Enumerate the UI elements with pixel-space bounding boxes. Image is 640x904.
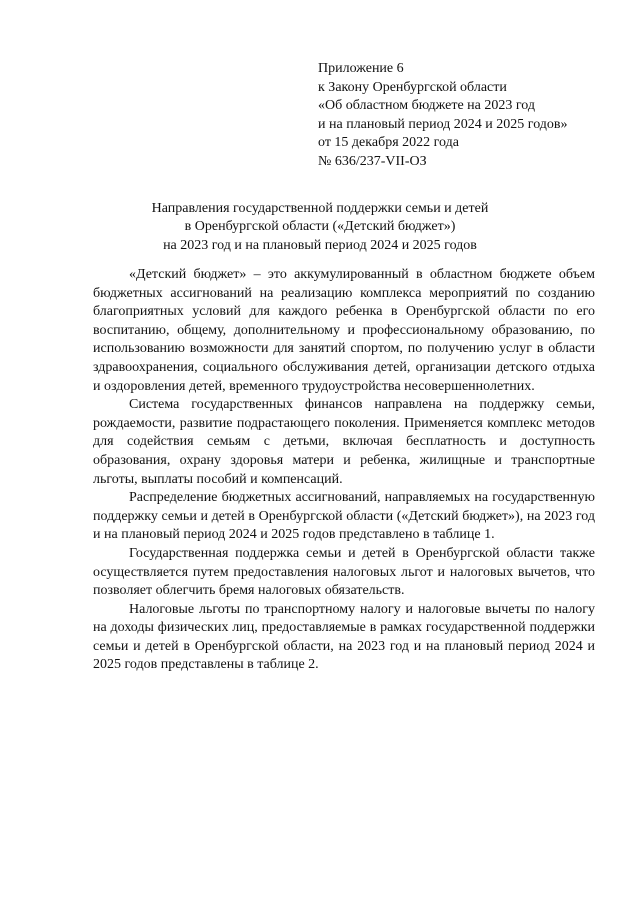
document-title-line: в Оренбургской области («Детский бюджет») [184, 219, 456, 235]
appendix-law-reference: к Закону Оренбургской области [318, 79, 507, 95]
appendix-header [318, 60, 568, 172]
paragraph-tax-benefits-table: Налоговые льготы по транспортному налогу и налоговые вычеты по налогу на доходы физических лиц, предоставляемые в рамках государственной поддержки семьи и детей в Оренбургской области, на 2023 год и на плановый период 2024 и 2025 годов представлены в таблице 2. [93, 601, 595, 673]
appendix-number: Приложение 6 [318, 61, 404, 76]
document-title [0, 200, 640, 255]
paragraph-budget-allocation: Распределение бюджетных ассигнований, направляемых на государственную поддержку семьи и детей в Оренбургской области («Детский бюджет»), на 2023 год и на плановый период 2024 и 2025 годов представлено в таблице 1. [93, 490, 595, 543]
document-title-line: на 2023 год и на плановый период 2024 и 2025 годов [163, 237, 477, 253]
paragraph-childrens-budget-definition: «Детский бюджет» – это аккумулированный в областном бюджете объем бюджетных ассигнований на реализацию комплекса мероприятий по созданию благоприятных условий для каждого ребенка в Оренбургской области по его воспитанию, общему, дополнительному и профессиональному образованию, по использованию возможности для занятий спортом, по получению услуг в области здравоохранения, социального обслуживания детей, организации детского отдыха и оздоровления детей, временного трудоустройства несовершеннолетних. [93, 267, 595, 394]
paragraph-tax-benefits-support: Государственная поддержка семьи и детей в Оренбургской области также осуществляется путем предоставления налоговых льгот и налоговых вычетов, что позволяет облегчить бремя налоговых обязательств. [93, 545, 595, 599]
paragraph-public-finance-system: Система государственных финансов направлена на поддержку семьи, рождаемости, развитие подрастающего поколения. Применяется комплекс методов для содействия семьям с детьми, включая бесплатность и доступность образования, охрану здоровья матери и ребенка, жилищные и транспортные льготы, выплаты пособий и компенсаций. [93, 397, 595, 487]
appendix-law-title: «Об областном бюджете на 2023 год [318, 98, 535, 114]
appendix-law-title-continued: и на плановый период 2024 и 2025 годов» [318, 116, 568, 132]
document-body [93, 266, 595, 675]
appendix-law-number: № 636/237-VII-ОЗ [318, 153, 427, 169]
appendix-law-date: от 15 декабря 2022 года [318, 135, 459, 151]
document-title-line: Направления государственной поддержки семьи и детей [151, 201, 489, 216]
